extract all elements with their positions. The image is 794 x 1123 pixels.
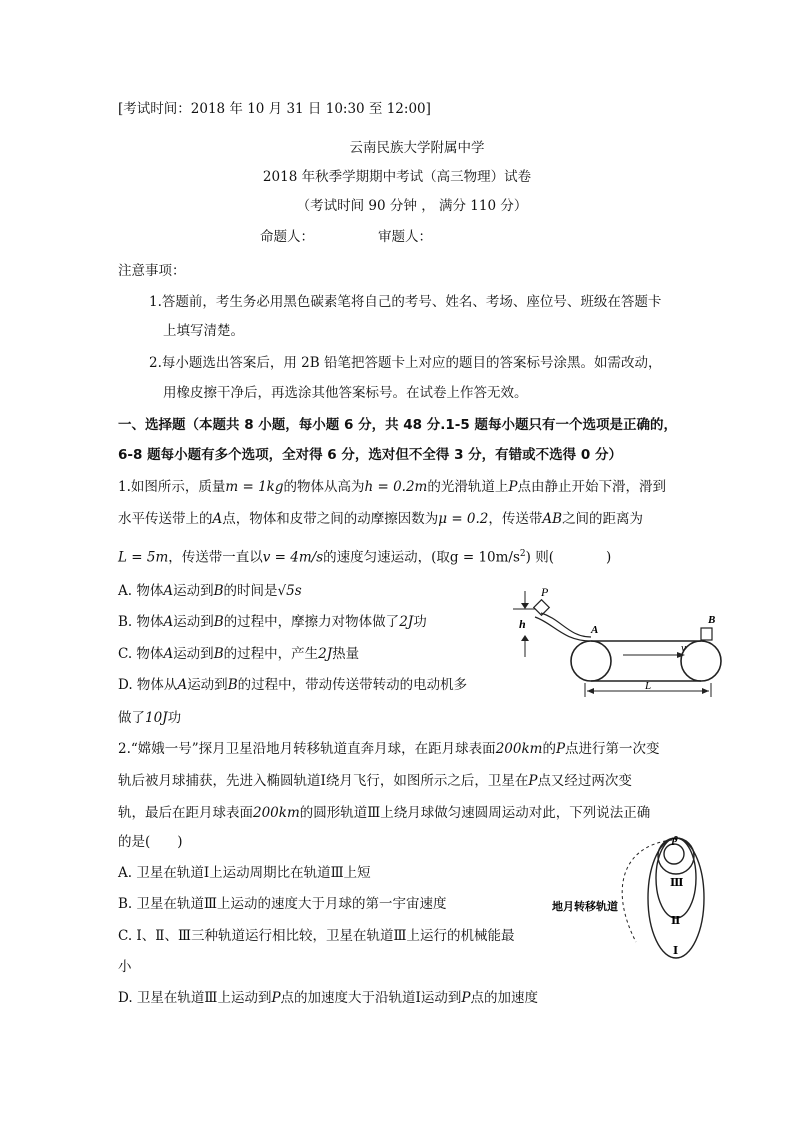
fig1-label-h: h	[519, 617, 526, 631]
fig1-label-p: P	[541, 585, 549, 599]
duration-score: （考试时间 90 分钟 ， 满分 110 分）	[296, 198, 528, 214]
section-heading: 一、选择题（本题共 8 小题，每小题 6 分，共 48 分.1-5 题每小题只有一个选项是正确的，	[118, 417, 677, 433]
fig1-label-v: v	[681, 642, 686, 654]
q1-stem-line2: 水平传送带上的A点，物体和皮带之间的动摩擦因数为μ = 0.2，传送带AB之间的距离为	[118, 511, 644, 527]
fig1-label-l: L	[645, 680, 652, 692]
q1-option-b: B. 物体A运动到B的过程中，摩擦力对物体做了2J功	[118, 614, 427, 630]
gravity-formula: (取g = 10m/s	[431, 549, 520, 566]
length-formula: L = 5m	[118, 549, 169, 566]
q2-stem-line1: 2.“嫦娥一号”探月卫星沿地月转移轨道直奔月球，在距月球表面200km的P点进行第一次变	[118, 741, 660, 757]
q1-option-d-cont: 做了10J功	[118, 710, 182, 726]
notice-item-1: 1.答题前，考生务必用黑色碳素笔将自己的考号、姓名、考场、座位号、班级在答题卡	[149, 294, 662, 310]
fig2-label-ii: Ⅱ	[671, 915, 681, 927]
q1-option-d: D. 物体从A运动到B的过程中，带动传送带转动的电动机多	[118, 677, 468, 693]
exam-time-line: [考试时间：2018 年 10 月 31 日 10:30 至 12:00]	[118, 101, 431, 117]
fig2-label-iii: Ⅲ	[670, 877, 684, 889]
q2-option-c-cont: 小	[118, 959, 132, 975]
reviewer-label: 审题人：	[378, 229, 432, 245]
q1-option-c: C. 物体A运动到B的过程中，产生2J热量	[118, 646, 360, 662]
q2-stem-line3: 轨，最后在距月球表面200km的圆形轨道Ⅲ上绕月球做匀速圆周运动对此，下列说法正确	[118, 805, 651, 821]
q2-option-b: B. 卫星在轨道Ⅲ上运动的速度大于月球的第一宇宙速度	[118, 896, 447, 912]
speed-formula: v = 4m/s	[262, 549, 324, 566]
q2-option-c: C. Ⅰ、Ⅱ、Ⅲ三种轨道运行相比较，卫星在轨道Ⅲ上运行的机械能最	[118, 928, 515, 944]
q1-stem-line3: L = 5m，传送带一直以v = 4m/s的速度匀速运动，(取$g = 10m/s^2$) 则( )	[118, 549, 612, 566]
friction-formula: μ = 0.2	[438, 511, 489, 527]
exam-title: 2018 年秋季学期期中考试（高三物理）试卷	[262, 169, 532, 185]
notice-item-2: 2.每小题选出答案后，用 2B 铅笔把答题卡上对应的题目的答案标号涂黑。如需改动，	[149, 355, 662, 371]
section-heading-cont: 6-8 题每小题有多个选项，全对得 6 分，选对但不全得 3 分，有错或不选得 0 分）	[118, 447, 622, 463]
q2-stem-line2: 轨后被月球捕获，先进入椭圆轨道Ⅰ绕月飞行，如图所示之后，卫星在P点又经过两次变	[118, 773, 632, 789]
q1-option-a: A. 物体A运动到B的时间是√5s	[118, 583, 302, 599]
setter-label: 命题人：	[260, 229, 314, 245]
school-name: 云南民族大学附属中学	[349, 140, 485, 156]
fig1-label-a: A	[591, 624, 599, 636]
notice-title: 注意事项：	[118, 263, 186, 279]
fig1-label-b: B	[708, 614, 716, 626]
lunar-orbit-diagram	[550, 832, 710, 962]
fig2-label-p: P	[671, 837, 678, 848]
notice-item-1-cont: 上填写清楚。	[163, 323, 244, 339]
q1-stem-line1: 1.如图所示，质量m = 1kg的物体从高为h = 0.2m的光滑轨道上P点由静止开始下滑，滑到	[118, 479, 666, 495]
fig2-label-i: Ⅰ	[673, 945, 679, 957]
q2-stem-line4: 的是( )	[118, 834, 183, 850]
q2-option-a: A. 卫星在轨道Ⅰ上运动周期比在轨道Ⅲ上短	[118, 865, 371, 881]
mass-formula: m = 1kg	[225, 479, 284, 495]
notice-item-2-cont: 用橡皮擦干净后，再选涂其他答案标号。在试卷上作答无效。	[163, 385, 528, 401]
conveyor-diagram	[505, 585, 730, 705]
fig2-transfer-label: 地月转移轨道	[552, 901, 618, 913]
q2-option-d: D. 卫星在轨道Ⅲ上运动到P点的加速度大于沿轨道Ⅰ运动到P点的加速度	[118, 990, 538, 1006]
height-formula: h = 0.2m	[364, 479, 428, 495]
